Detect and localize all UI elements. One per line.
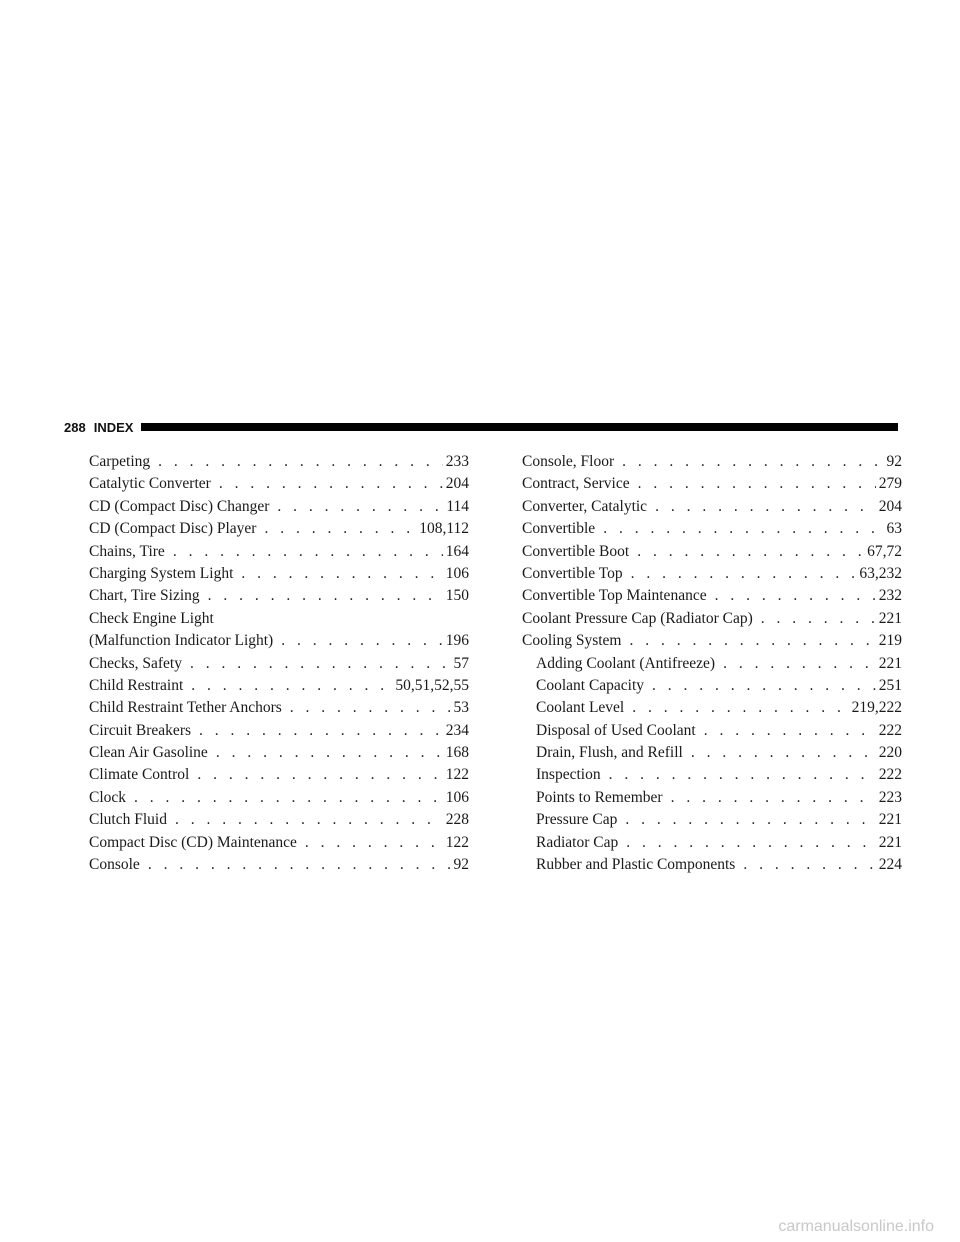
entry-page: 221 — [878, 654, 902, 672]
entry-page: 222 — [878, 721, 902, 739]
index-entry — [89, 764, 469, 786]
dot-leader — [219, 473, 443, 495]
index-entry — [522, 608, 902, 630]
entry-label: Checks, Safety — [89, 654, 182, 672]
dot-leader — [638, 473, 876, 495]
entry-label: CD (Compact Disc) Changer — [89, 497, 270, 515]
entry-label: Contract, Service — [522, 475, 630, 493]
index-entry — [522, 720, 902, 742]
entry-page: 196 — [445, 632, 469, 650]
entry-page: 220 — [878, 744, 902, 762]
index-entry — [522, 653, 902, 675]
entry-label: Radiator Cap — [536, 833, 619, 851]
entry-page: 63,232 — [859, 564, 902, 582]
entry-page: 114 — [446, 497, 469, 515]
entry-label: Charging System Light — [89, 564, 234, 582]
entry-label: Climate Control — [89, 766, 190, 784]
dot-leader — [281, 630, 443, 652]
dot-leader — [704, 720, 876, 742]
entry-page: 221 — [878, 609, 902, 627]
entry-label: Pressure Cap — [536, 811, 618, 829]
dot-leader — [175, 809, 443, 831]
dot-leader — [305, 832, 443, 854]
entry-label: (Malfunction Indicator Light) — [89, 632, 274, 650]
index-entry — [522, 541, 902, 563]
dot-leader — [603, 518, 883, 540]
entry-page: 251 — [878, 676, 902, 694]
dot-leader — [609, 764, 876, 786]
entry-label: Clock — [89, 788, 127, 806]
dot-leader — [197, 764, 442, 786]
index-entry — [89, 697, 469, 719]
entry-label: Circuit Breakers — [89, 721, 192, 739]
index-entry — [89, 518, 469, 540]
entry-label: Cooling System — [522, 632, 622, 650]
index-entry — [89, 832, 469, 854]
dot-leader — [158, 451, 443, 473]
entry-page: 219,222 — [851, 699, 902, 717]
entry-label: Coolant Capacity — [536, 676, 645, 694]
watermark: carmanualsonline.info — [778, 1218, 934, 1235]
dot-leader — [761, 608, 876, 630]
entry-label: CD (Compact Disc) Player — [89, 520, 257, 538]
entry-page: 106 — [445, 788, 469, 806]
dot-leader — [625, 809, 875, 831]
entry-label: Console, Floor — [522, 453, 615, 470]
index-entry — [522, 697, 902, 719]
dot-leader — [691, 742, 876, 764]
index-entry — [89, 451, 469, 473]
entry-label: Chart, Tire Sizing — [89, 587, 200, 605]
index-entry — [522, 832, 902, 854]
entry-page: 53 — [453, 699, 469, 717]
entry-page: 221 — [878, 833, 902, 851]
dot-leader — [134, 787, 443, 809]
dot-leader — [241, 563, 442, 585]
entry-page: 57 — [453, 654, 469, 672]
entry-label: Clean Air Gasoline — [89, 744, 208, 762]
header-rule — [141, 423, 898, 431]
entry-label: Child Restraint Tether Anchors — [89, 699, 282, 717]
dot-leader — [191, 675, 392, 697]
entry-page: 50,51,52,55 — [395, 676, 469, 694]
entry-label: Coolant Level — [536, 699, 625, 717]
entry-label: Check Engine Light — [89, 609, 214, 627]
entry-page: 63 — [886, 520, 902, 538]
entry-label: Converter, Catalytic — [522, 497, 648, 515]
index-entry — [89, 653, 469, 675]
dot-leader — [629, 630, 875, 652]
entry-label: Catalytic Converter — [89, 475, 211, 493]
index-entry — [89, 720, 469, 742]
index-entry — [89, 608, 469, 630]
entry-page: 92 — [453, 856, 469, 874]
entry-label: Adding Coolant (Antifreeze) — [536, 654, 716, 672]
dot-leader — [655, 496, 876, 518]
entry-page: 223 — [878, 788, 902, 806]
index-entry — [522, 496, 902, 518]
entry-page: 233 — [445, 453, 469, 470]
entry-page: 279 — [878, 475, 902, 493]
entry-page: 234 — [445, 721, 469, 739]
dot-leader — [671, 787, 876, 809]
section-title: INDEX — [93, 419, 134, 435]
entry-label: Convertible — [522, 520, 596, 538]
entry-page: 204 — [445, 475, 469, 493]
entry-page: 228 — [445, 811, 469, 829]
entry-page: 92 — [886, 453, 902, 470]
index-entry — [89, 787, 469, 809]
dot-leader — [148, 854, 451, 876]
entry-page: 108,112 — [419, 520, 469, 538]
entry-label: Rubber and Plastic Components — [536, 856, 736, 874]
dot-leader — [277, 496, 443, 518]
dot-leader — [743, 854, 875, 876]
entry-label: Disposal of Used Coolant — [536, 721, 696, 739]
dot-leader — [631, 563, 857, 585]
dot-leader — [723, 653, 876, 675]
index-entry — [522, 854, 902, 876]
index-entry — [89, 563, 469, 585]
dot-leader — [290, 697, 451, 719]
index-entry — [89, 585, 469, 607]
entry-label: Inspection — [536, 766, 601, 784]
entry-label: Clutch Fluid — [89, 811, 167, 829]
entry-page: 168 — [445, 744, 469, 762]
dot-leader — [632, 697, 848, 719]
dot-leader — [715, 585, 876, 607]
page-header — [64, 417, 898, 437]
entry-page: 224 — [878, 856, 902, 874]
page-number: 288 — [64, 419, 86, 435]
entry-label: Convertible Boot — [522, 542, 630, 560]
index-entry — [522, 518, 902, 540]
dot-leader — [652, 675, 876, 697]
entry-page: 122 — [445, 833, 469, 851]
index-entry — [89, 854, 469, 876]
index-column-right — [522, 451, 902, 876]
entry-page: 122 — [445, 766, 469, 784]
index-column-left — [89, 451, 469, 876]
entry-page: 219 — [878, 632, 902, 650]
index-entry — [522, 787, 902, 809]
entry-label: Compact Disc (CD) Maintenance — [89, 833, 297, 851]
dot-leader — [264, 518, 416, 540]
index-entry — [522, 764, 902, 786]
dot-leader — [622, 451, 883, 473]
index-entry — [522, 742, 902, 764]
entry-label: Convertible Top — [522, 564, 623, 582]
entry-page: 204 — [878, 497, 902, 515]
dot-leader — [626, 832, 876, 854]
entry-label: Carpeting — [89, 453, 151, 470]
entry-label: Convertible Top Maintenance — [522, 587, 707, 605]
entry-page: 164 — [445, 542, 469, 560]
index-entry — [522, 675, 902, 697]
entry-label: Chains, Tire — [89, 542, 165, 560]
index-entry — [522, 563, 902, 585]
dot-leader — [190, 653, 451, 675]
index-entry — [89, 809, 469, 831]
dot-leader — [208, 585, 443, 607]
dot-leader — [637, 541, 864, 563]
dot-leader — [199, 720, 443, 742]
entry-label: Drain, Flush, and Refill — [536, 744, 683, 762]
entry-page: 221 — [878, 811, 902, 829]
index-entry — [89, 496, 469, 518]
entry-label: Console — [89, 856, 140, 874]
entry-label: Points to Remember — [536, 788, 663, 806]
dot-leader — [173, 541, 443, 563]
index-entry — [522, 809, 902, 831]
index-entry — [522, 630, 902, 652]
index-entry — [89, 473, 469, 495]
entry-page: 222 — [878, 766, 902, 784]
index-entry — [89, 742, 469, 764]
entry-page: 232 — [878, 587, 902, 605]
dot-leader — [216, 742, 443, 764]
index-entry — [89, 675, 469, 697]
entry-page: 106 — [445, 564, 469, 582]
index-entry — [522, 585, 902, 607]
index-entry — [522, 473, 902, 495]
entry-page: 150 — [445, 587, 469, 605]
entry-page: 67,72 — [867, 542, 902, 560]
index-entry — [89, 541, 469, 563]
entry-label: Coolant Pressure Cap (Radiator Cap) — [522, 609, 753, 627]
index-entry — [89, 630, 469, 652]
entry-label: Child Restraint — [89, 676, 184, 694]
index-entry — [522, 451, 902, 473]
